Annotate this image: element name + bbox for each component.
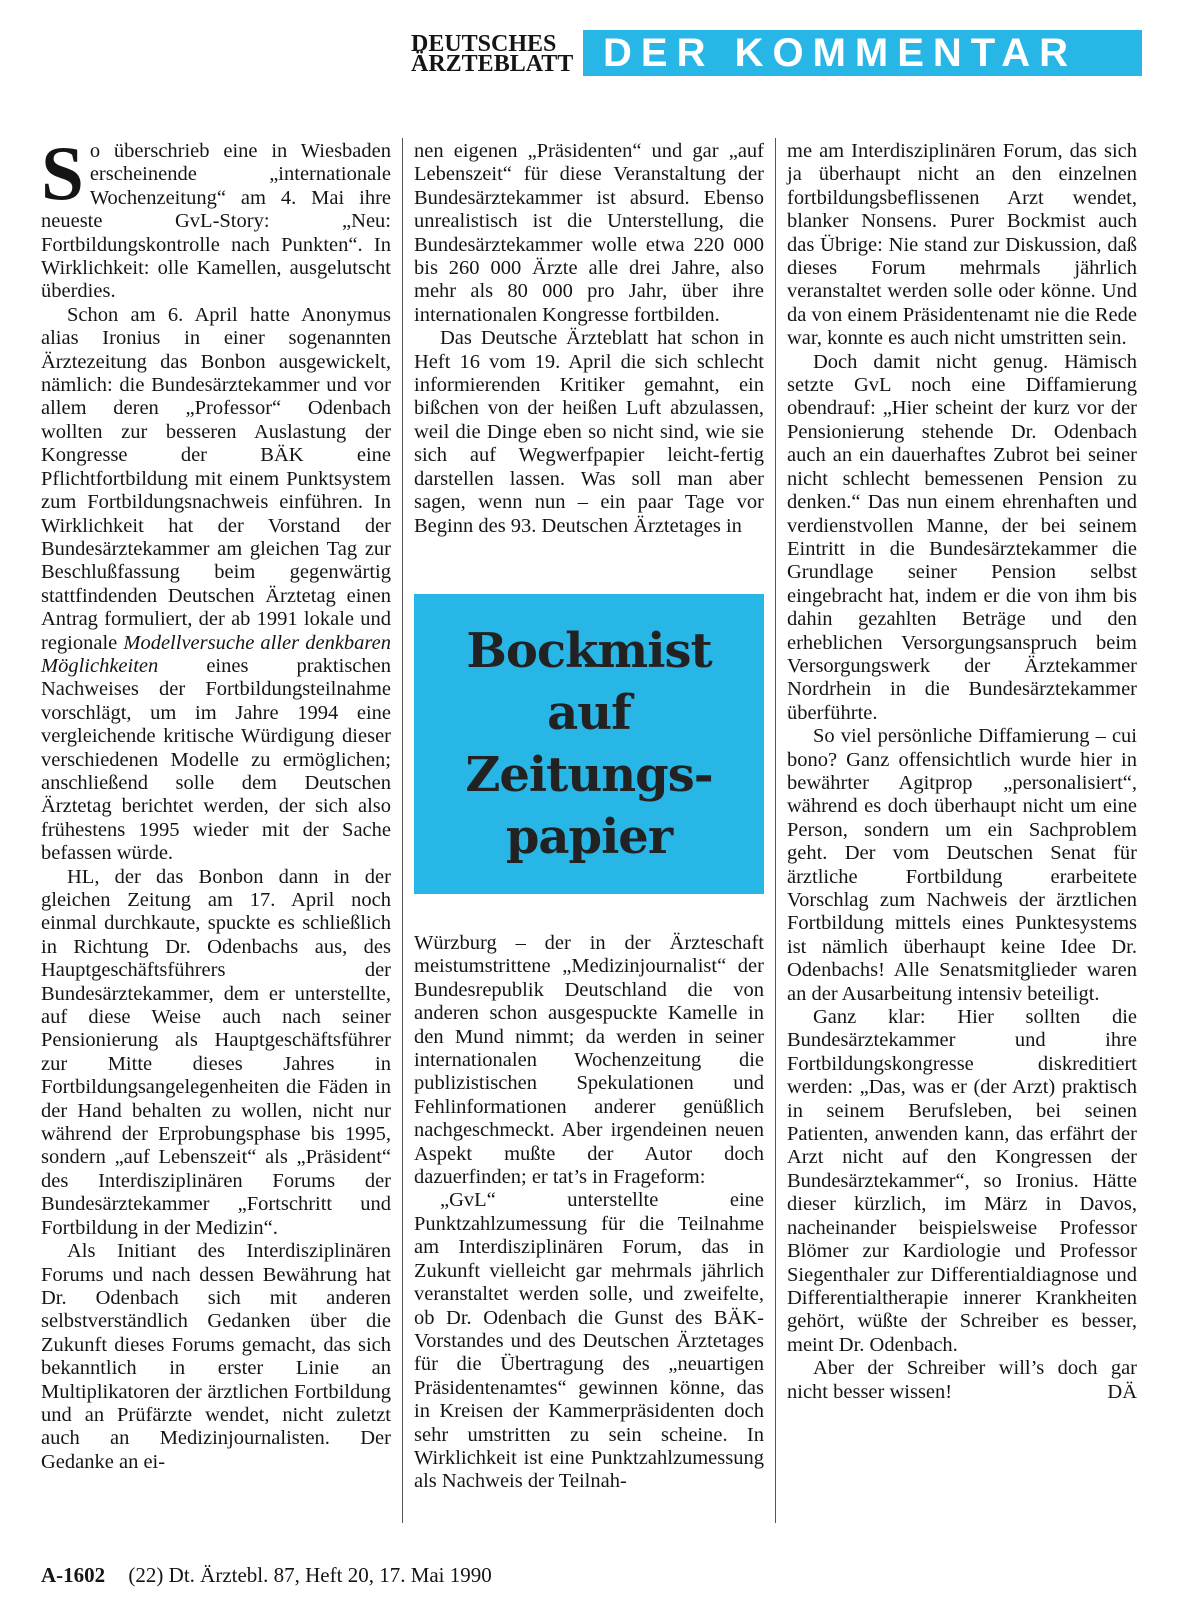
article-paragraph: HL, der das Bonbon dann in der gleichen Zeitung am 17. April noch einmal durchkaute, spuckte es schließlich in Richtung Dr. Odenbachs aus, des Hauptgeschäftsführers der Bundesärztekammer, dem er unterstellte, auf diese Weise auch nach seiner Pensionierung als Hauptgeschäftsführer zur Mitte dieses Jahres in Fortbildungsangelegenheiten die Fäden in der Hand behalten zu wollen, nicht nur während der Erprobungsphase bis 1995, sondern „auf Lebenszeit“ als „Präsident“ des Interdisziplinären Forums der Bundesärztekammer „Fortschritt und Fortbildung in der Medizin“.: [41, 865, 391, 1239]
emphasis-text: Modellversuche aller denkbaren Möglichkeiten: [41, 631, 391, 677]
page-footer: [41, 1563, 492, 1588]
article-paragraph: Als Initiant des Interdisziplinären Forums und nach dessen Bewährung hat Dr. Odenbach sich mit anderen selbstverständlich Gedanken über die Zukunft dieses Forums gemacht, das sich bekanntlich in erster Linie an Multiplikatoren der ärztlichen Fortbildung und an Prüfärzte wendet, nicht zuletzt auch an Medizinjournalisten. Der Gedanke an ei-: [41, 1240, 391, 1473]
article-paragraph: So viel persönliche Diffamierung – cui bono? Ganz offensichtlich wurde hier in bewährter Agitprop „personalisiert“, während es doch überhaupt nicht um eine Person, sondern um ein Sachproblem geht. Der vom Deutschen Senat für ärztliche Fortbildung erarbeitete Vorschlag zum Nachweis der ärztlichen Fortbildung mittels eines Punktesystems ist nämlich überhaupt keine Idee Dr. Odenbachs! Alle Senatsmitglieder waren an der Ausarbeitung intensiv beteiligt.: [787, 725, 1137, 1005]
article-paragraph: So überschrieb eine in Wiesbaden erscheinende „internationale Wochenzeitung“ am 4. Mai ihre neueste GvL-Story: „Neu: Fortbildungskontrolle nach Punkten“. In Wirklichkeit: olle Kamellen, ausgelutscht überdies.: [41, 130, 391, 303]
article-paragraph: Würzburg – der in der Ärzteschaft meistumstrittene „Medizinjournalist“ der Bundesrepublik Deutschland die von anderen schon ausgespuckte Kamelle in den Mund nimmt; da werden in seiner internationalen Wochenzeitung die publizistischen Spekulationen und Fehlinformationen anderer genüßlich nachgeschmeckt. Aber irgendeinen neuen Aspekt mußte der Autor doch dazuerfinden; er tat’s in Frageform:: [414, 932, 764, 1189]
article-paragraph: me am Interdisziplinären Forum, das sich ja überhaupt nicht an den einzelnen fortbildungsbeflissenen Arzt wendet, blanker Nonsens. Purer Bockmist auch das Übrige: Nie stand zur Diskussion, daß dieses Forum mehrmals jährlich veranstaltet werden solle oder könne. Und da von einem Präsidentenamt nie die Rede war, konnte es auch nicht umstritten sein.: [787, 140, 1137, 350]
article-paragraph: nen eigenen „Präsidenten“ und gar „auf Lebenszeit“ für diese Veranstaltung der Bundesärztekammer ist absurd. Ebenso unrealistisch ist die Unterstellung, die Bundesärztekammer wolle etwa 220 000 bis 260 000 Ärzte alle drei Jahre, also mehr als 80 000 pro Jahr, über ihre internationalen Kongresse fortbilden.: [414, 140, 764, 326]
headline: Bockmist auf Zeitungs- papier: [465, 623, 713, 865]
article-paragraph: Das Deutsche Ärzteblatt hat schon in Heft 16 vom 19. April die sich schlecht informierenden Kritiker gemahnt, ein bißchen von der heißen Luft abzulassen, weil die Dinge eben so nicht sind, wie sie sich auf Wegwerfpapier leicht-fertig darstellen lassen. Was soll man aber sagen, wenn nun – ein paar Tage vor Beginn des 93. Deutschen Ärztetages in: [414, 327, 764, 537]
author-signature: DÄ: [1107, 1380, 1137, 1403]
column-divider: [402, 138, 403, 1523]
publication-name-line1: DEUTSCHES: [411, 31, 557, 57]
article-column-2-bottom: [414, 932, 764, 1494]
publication-name-line2: ÄRZTEBLATT: [411, 51, 574, 77]
article-paragraph: Schon am 6. April hatte Anonymus alias Ironius in einer sogenannten Ärztezeitung das Bonbon ausgewickelt, nämlich: die Bundesärztekammer und vor allem deren „Professor“ Odenbach wollten zur besseren Auslastung der Kongresse der BÄK eine Pflichtfortbildung mit einem Punktsystem zum Fortbildungsnachweis einführen. In Wirklichkeit hat der Vorstand der Bundesärztekammer am gleichen Tag zur Beschlußfassung beim gegenwärtig stattfindenden Deutschen Ärztetag einen Antrag formuliert, der ab 1991 lokale und regionale Modellversuche aller denkbaren Möglichkeiten eines praktischen Nachweises der Fortbildungsteilnahme vorschlägt, um im Jahre 1994 eine vergleichende kritische Würdigung dieser verschiedenen Modelle zu ermöglichen; anschließend solle dem Deutschen Ärztetag berichtet werden, der sich also frühestens 1995 wieder mit der Sache befassen würde.: [41, 303, 391, 865]
article-column-2-top: [414, 140, 764, 538]
article-paragraph: Ganz klar: Hier sollten die Bundesärztekammer und ihre Fortbildungskongresse diskreditiert werden: „Das, was er (der Arzt) praktisch in seinem Berufsleben, bei seinen Patienten, anwenden kann, das erfährt der Arzt nicht auf den Kongressen der Bundesärztekammer“, so Ironius. Hätte dieser kürzlich, im März in Davos, nacheinander beispielsweise Professor Blömer zur Kardiologie und Professor Siegenthaler zur Differentialdiagnose und Differentialtherapie innerer Krankheiten gehört, wüßte der Schreiber es besser, meint Dr. Odenbach.: [787, 1006, 1137, 1356]
rubric-banner: DER KOMMENTAR: [583, 30, 1142, 76]
page-folio: A-1602: [41, 1563, 106, 1587]
drop-cap: S: [41, 130, 84, 216]
column-divider: [775, 138, 776, 1523]
article-column-3: [787, 140, 1137, 1404]
article-column-1: [41, 130, 391, 1474]
article-paragraph: „GvL“ unterstellte eine Punktzahlzumessung für die Teilnahme am Interdisziplinären Forum, das in Zukunft vielleicht gar mehrmals jährlich veranstaltet werden solle, und zweifelte, ob Dr. Odenbach die Gunst des BÄK-Vorstandes und des Deutschen Ärztetages für die Übertragung des „neuartigen Präsidentenamtes“ gewinnen könne, das in Kreisen der Kammerpräsidenten doch sehr umstritten zu sein scheine. In Wirklichkeit ist eine Punktzahlzumessung als Nachweis der Teilnah-: [414, 1189, 764, 1493]
headline-box: [414, 594, 764, 894]
article-paragraph: Doch damit nicht genug. Hämisch setzte GvL noch eine Diffamierung obendrauf: „Hier scheint der kurz vor der Pensionierung stehende Dr. Odenbach auch an ein dauerhaftes Zubrot bei seiner nicht schlecht bemessenen Pension zu denken.“ Das nun einem ehrenhaften und verdienstvollen Manne, der bei seinem Eintritt in die Bundesärztekammer die Grundlage seiner Pension selbst eingebracht hat, indem er die von ihm bis dahin gezahlten Beträge und den erheblichen Versorgungsanspruch beim Versorgungswerk der Ärztekammer Nordrhein in die Bundesärztekammer überführte.: [787, 350, 1137, 724]
journal-citation: (22) Dt. Ärztebl. 87, Heft 20, 17. Mai 1990: [128, 1563, 492, 1587]
publication-name: [411, 31, 581, 77]
article-paragraph: Aber der Schreiber will’s doch gar nicht besser wissen! DÄ: [787, 1357, 1137, 1403]
